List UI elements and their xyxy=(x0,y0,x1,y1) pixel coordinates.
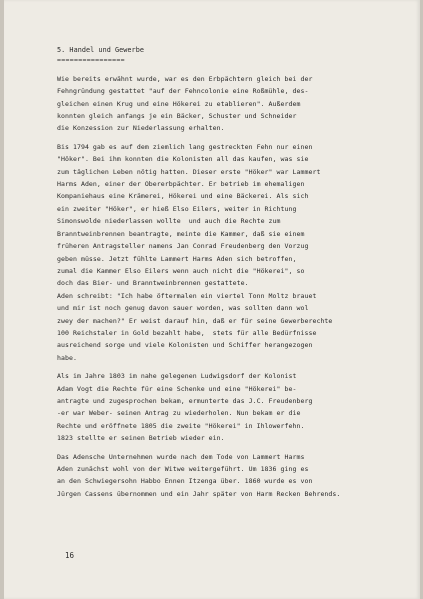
text-line: Rechte und eröffnete 1805 die zweite "Hökerei" in Ihlowerfehn. xyxy=(57,421,305,430)
text-line: ein zweiter "Höker", er hieß Elso Eilers, weiter in Richtung xyxy=(57,204,297,213)
text-line: Simonswolde niederlassen wollte und auch die Rechte zum xyxy=(57,217,281,226)
section-heading: 5. Handel und Gewerbe xyxy=(57,46,144,54)
text-line: zumal die Kammer Elso Eilers wenn auch nicht die "Hökerei", so xyxy=(57,266,305,275)
text-line: Aden zunächst wohl von der Witwe weitergeführt. Um 1836 ging es xyxy=(57,465,309,473)
text-line: konnten gleich anfangs je ein Bäcker, Schuster und Schneider xyxy=(57,112,297,121)
text-line: und mir ist noch genug davon sauer worden, was sollten dann wol xyxy=(57,304,309,313)
text-line: geben müsse. Jetzt fühlte Lammert Harms Aden sich betroffen, xyxy=(57,254,297,263)
page-body xyxy=(57,44,397,500)
page-number: 16 xyxy=(65,551,75,560)
text-line: "Höker". Bei ihm konnten die Kolonisten all das kaufen, was sie xyxy=(57,155,309,164)
text-line: -er war Weber- seinen Antrag zu wiederholen. Nun bekam er die xyxy=(57,409,301,418)
text-line: Als im Jahre 1803 im nahe gelegenen Ludwigsdorf der Kolonist xyxy=(57,372,297,381)
text-line: 1823 stellte er seinen Betrieb wieder ein. xyxy=(57,434,225,443)
text-line: habe. xyxy=(57,353,77,362)
text-line: doch das Bier- und Branntweinbrennen gestattete. xyxy=(57,279,249,288)
text-line: die Konzession zur Niederlassung erhalten. xyxy=(57,124,225,133)
section-heading-underline: ================ xyxy=(57,56,125,65)
text-line: ausreichend sorge und viele Kolonisten und Schiffer herangezogen xyxy=(57,341,313,350)
text-line: 100 Reichstaler in Gold bezahlt habe, stets für alle Bedürfnisse xyxy=(57,328,317,337)
text-line: zwey der machen?" Er weist darauf hin, daß er für seine Gewerberechte xyxy=(57,316,333,325)
text-line: Harms Aden, einer der Obererbpächter. Er betrieb im ehemaligen xyxy=(57,180,305,189)
paragraph-1 xyxy=(57,73,397,135)
text-line: gleichen einen Krug und eine Hökerei zu etablieren". Außerdem xyxy=(57,99,301,108)
text-line: zum täglichen Leben nötig hatten. Dieser erste "Höker" war Lammert xyxy=(57,167,321,176)
text-line: Adam Vogt die Rechte für eine Schenke und eine "Hökerei" be- xyxy=(57,384,297,393)
text-line: Branntweinbrennen beantragte, meinte die Kammer, daß sie einem xyxy=(57,229,305,238)
text-line: Aden schreibt: "Ich habe öftermalen ein viertel Tonn Moltz brauet xyxy=(57,291,317,300)
paragraph-2 xyxy=(57,141,397,364)
document-page xyxy=(4,0,420,599)
text-line: Jürgen Cassens übernommen und ein Jahr später von Harm Recken Behrends. xyxy=(57,489,341,498)
text-line: Das Adensche Unternehmen wurde nach dem Tode von Lammert Harms xyxy=(57,452,305,461)
text-line: antragte und zugesprochen bekam, ermunterte das J.C. Freudenberg xyxy=(57,396,313,405)
text-line: Wie bereits erwähnt wurde, war es den Erbpächtern gleich bei der xyxy=(57,74,313,83)
paragraph-4 xyxy=(57,451,397,501)
text-line: Kompaniehaus eine Krämerei, Hökerei und eine Bäckerei. Als sich xyxy=(57,192,309,201)
text-line: Fehngründung gestattet "auf der Fehncolonie eine Roßmühle, des- xyxy=(57,87,309,96)
text-line: früheren Antragsteller namens Jan Conrad Freudenberg den Vorzug xyxy=(57,242,309,251)
text-line: an den Schwiegersohn Habbo Ennen Itzenga über. 1860 wurde es von xyxy=(57,477,313,486)
text-line: Bis 1794 gab es auf dem ziemlich lang gestreckten Fehn nur einen xyxy=(57,142,313,151)
paragraph-3 xyxy=(57,370,397,444)
